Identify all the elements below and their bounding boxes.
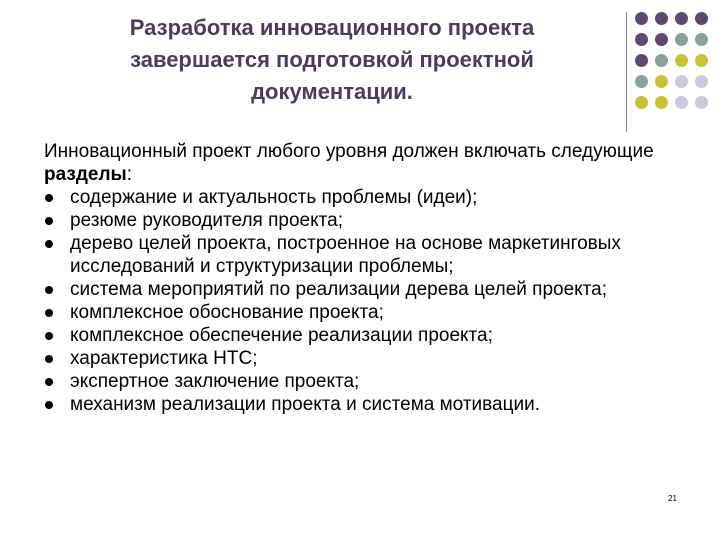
title-line-1: Разработка инновационного проекта xyxy=(129,15,535,40)
decorative-dot xyxy=(675,12,688,25)
decorative-dot xyxy=(655,75,668,88)
list-item-text: комплексное обоснование проекта; xyxy=(70,302,384,323)
decorative-dot xyxy=(675,54,688,67)
decorative-divider xyxy=(626,12,627,132)
list-item-text: содержание и актуальность проблемы (идеи); xyxy=(70,187,478,208)
list-item xyxy=(44,370,704,393)
decorative-dot xyxy=(635,12,648,25)
decorative-dot xyxy=(635,54,648,67)
slide-body xyxy=(44,140,704,416)
decorative-dot xyxy=(695,96,708,109)
decorative-dot-grid xyxy=(635,12,715,122)
list-item xyxy=(44,301,704,324)
list-item xyxy=(44,278,704,301)
list-item xyxy=(44,209,704,232)
bullet-icon xyxy=(45,401,53,409)
intro-paragraph xyxy=(44,140,704,186)
page-number: 21 xyxy=(668,494,677,503)
intro-colon: : xyxy=(126,164,133,185)
decorative-dot xyxy=(695,12,708,25)
bullet-icon xyxy=(45,309,53,317)
decorative-dot xyxy=(695,54,708,67)
list-item-text: комплексное обеспечение реализации проекта; xyxy=(70,325,493,346)
bullet-icon xyxy=(45,217,53,225)
section-list xyxy=(44,186,704,416)
decorative-dot xyxy=(675,33,688,46)
list-item-text: система мероприятий по реализации дерева целей проекта; xyxy=(70,279,608,300)
bullet-icon xyxy=(45,355,53,363)
bullet-icon xyxy=(45,194,53,202)
decorative-dot xyxy=(655,54,668,67)
intro-bold-word: разделы xyxy=(44,164,127,185)
list-item xyxy=(44,232,704,278)
decorative-dot xyxy=(695,75,708,88)
decorative-dot xyxy=(635,33,648,46)
title-line-2: завершается подготовкой проектной xyxy=(130,47,534,72)
decorative-dot xyxy=(635,75,648,88)
bullet-icon xyxy=(45,332,53,340)
list-item xyxy=(44,186,704,209)
list-item-text: механизм реализации проекта и система мотивации. xyxy=(70,394,540,415)
bullet-icon xyxy=(45,378,53,386)
decorative-dot xyxy=(655,33,668,46)
list-item-text: дерево целей проекта, построенное на основе маркетинговых исследований и структуризации проблемы; xyxy=(70,233,621,277)
decorative-dot xyxy=(675,96,688,109)
bullet-icon xyxy=(45,286,53,294)
decorative-dot xyxy=(655,12,668,25)
list-item xyxy=(44,347,704,370)
list-item xyxy=(44,393,704,416)
bullet-icon xyxy=(45,240,53,248)
decorative-dot xyxy=(695,33,708,46)
decorative-dot xyxy=(675,75,688,88)
list-item xyxy=(44,324,704,347)
decorative-dot xyxy=(635,96,648,109)
list-item-text: экспертное заключение проекта; xyxy=(70,371,360,392)
title-line-3: документации. xyxy=(251,79,413,104)
slide-title xyxy=(52,12,612,108)
intro-text: Инновационный проект любого уровня должен включать следующие xyxy=(44,141,654,162)
list-item-text: характеристика НТС; xyxy=(70,348,258,369)
decorative-dot xyxy=(655,96,668,109)
list-item-text: резюме руководителя проекта; xyxy=(70,210,343,231)
